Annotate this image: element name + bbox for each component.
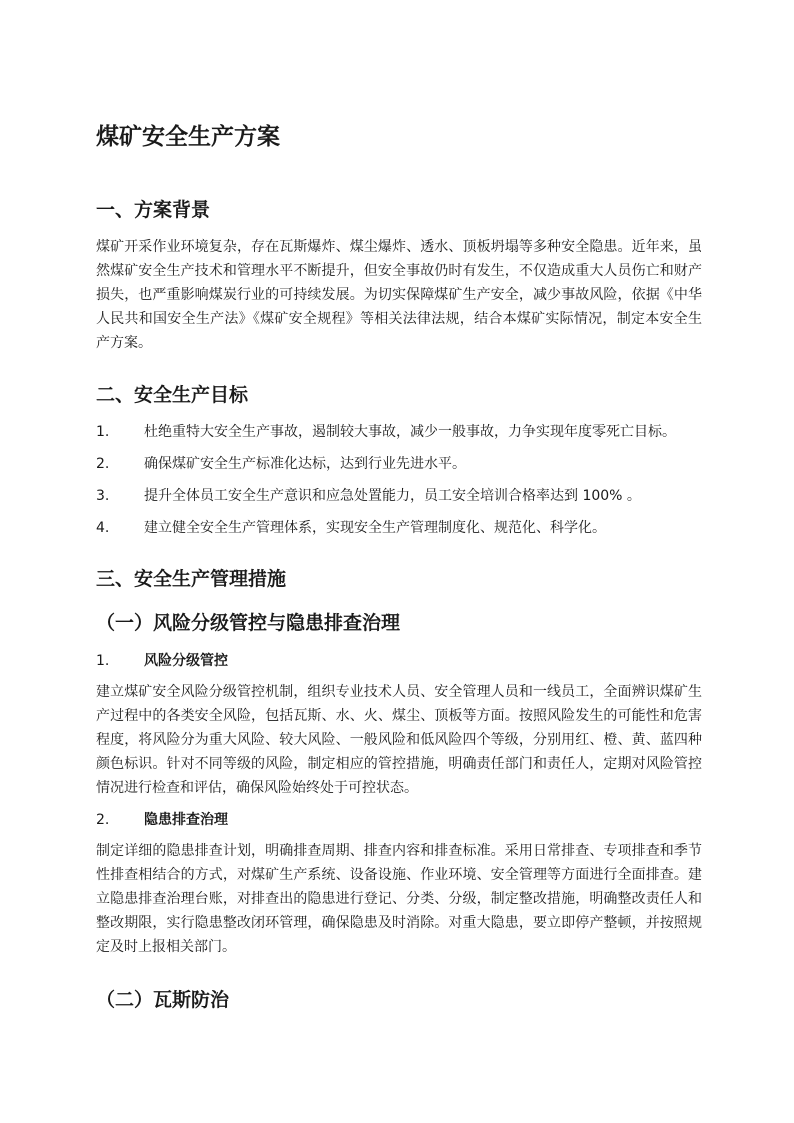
subitem-title: 隐患排查治理 <box>144 812 228 828</box>
goal-item <box>96 452 702 476</box>
goal-text: 建立健全安全生产管理体系，实现安全生产管理制度化、规范化、科学化。 <box>144 520 606 536</box>
subitem-heading <box>96 650 702 672</box>
document-title: 煤矿安全生产方案 <box>96 124 280 150</box>
goal-text: 杜绝重特大安全生产事故，遏制较大事故，减少一般事故，力争实现年度零死亡目标。 <box>144 424 676 440</box>
goals-list <box>96 420 702 540</box>
goal-item <box>96 516 702 540</box>
goal-number: 1. <box>96 424 110 440</box>
section-heading-background: 一、方案背景 <box>96 199 211 221</box>
section-heading-measures: 三、安全生产管理措施 <box>96 568 287 590</box>
subitem-number: 1. <box>96 653 110 669</box>
goal-number: 4. <box>96 520 110 536</box>
goal-text: 确保煤矿安全生产标准化达标，达到行业先进水平。 <box>144 456 466 472</box>
subitem-number: 2. <box>96 812 110 828</box>
section-heading-goals: 二、安全生产目标 <box>96 384 249 406</box>
subsection-heading-risk-control: （一）风险分级管控与隐患排查治理 <box>96 612 401 634</box>
goal-text: 提升全体员工安全生产意识和应急处置能力，员工安全培训合格率达到 100% 。 <box>144 488 641 504</box>
subitem-title: 风险分级管控 <box>144 653 228 669</box>
goal-number: 3. <box>96 488 110 504</box>
goal-number: 2. <box>96 456 110 472</box>
subitem-body-risk-grading: 建立煤矿安全风险分级管控机制，组织专业技术人员、安全管理人员和一线员工，全面辨识煤矿生产过程中的各类安全风险，包括瓦斯、水、火、煤尘、顶板等方面。按照风险发生的可能性和危害程度，将风险分为重大风险、较大风险、一般风险和低风险四个等级，分别用红、橙、黄、蓝四种颜色标识。针对不同等级的风险，制定相应的管控措施，明确责任部门和责任人，定期对风险管控情况进行检查和评估，确保风险始终处于可控状态。 <box>96 684 702 796</box>
section-body-background: 煤矿开采作业环境复杂，存在瓦斯爆炸、煤尘爆炸、透水、顶板坍塌等多种安全隐患。近年来，虽然煤矿安全生产技术和管理水平不断提升，但安全事故仍时有发生，不仅造成重大人员伤亡和财产损失，也严重影响煤炭行业的可持续发展。为切实保障煤矿生产安全，减少事故风险，依据《中华人民共和国安全生产法》《煤矿安全规程》等相关法律法规，结合本煤矿实际情况，制定本安全生产方案。 <box>96 239 702 351</box>
subitem-body-hazard-inspection: 制定详细的隐患排查计划，明确排查周期、排查内容和排查标准。采用日常排查、专项排查和季节性排查相结合的方式，对煤矿生产系统、设备设施、作业环境、安全管理等方面进行全面排查。建立隐患排查治理台账，对排查出的隐患进行登记、分类、分级，制定整改措施，明确整改责任人和整改期限，实行隐患整改闭环管理，确保隐患及时消除。对重大隐患，要立即停产整顿，并按照规定及时上报相关部门。 <box>96 843 702 955</box>
subsection-heading-gas-control: （二）瓦斯防治 <box>96 989 230 1011</box>
goal-item <box>96 484 702 508</box>
document-content <box>96 120 702 1027</box>
subitem-heading <box>96 809 702 831</box>
goal-item <box>96 420 702 444</box>
